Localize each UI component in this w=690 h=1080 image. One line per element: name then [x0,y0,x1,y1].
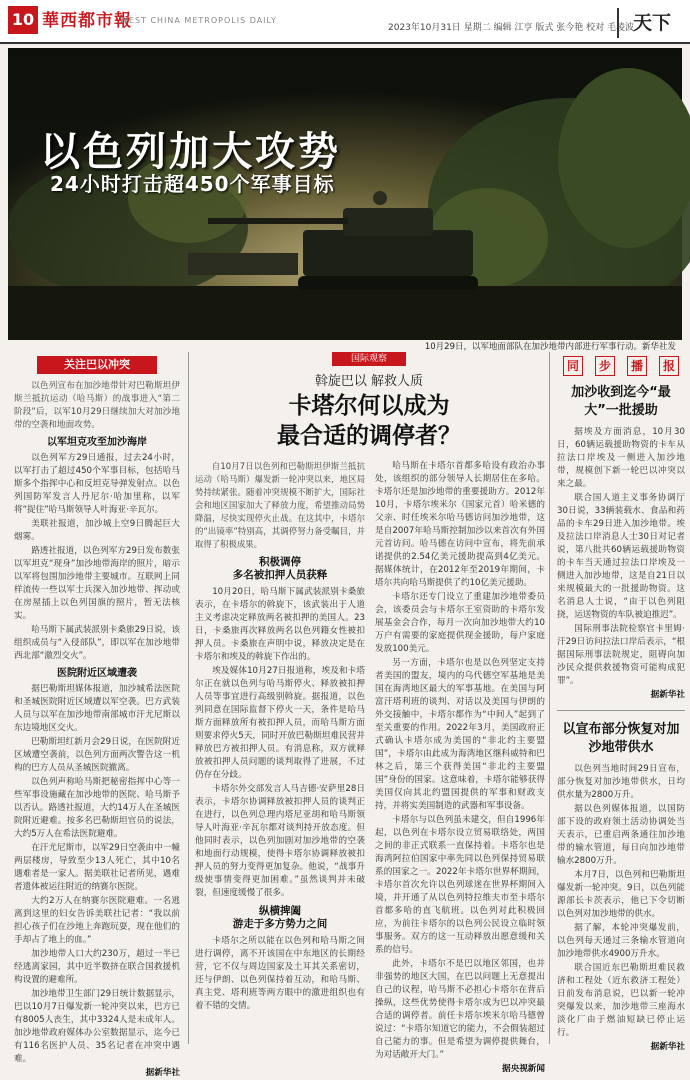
banner-char: 报 [659,356,679,376]
paragraph: 哈马斯下属武装派别卡桑旅29日说，该组织成员与“入侵部队”，即以军在加沙地带西北部“激烈交火”。 [14,625,180,661]
text-column [375,460,545,1076]
paragraph: 加沙地带人口大约230万，超过一半已经逃离家园，其中近半数挤在联合国救援机构设置的避难所。 [14,949,180,985]
paragraph: 卡塔尔还专门设立了重建加沙地带委员会，该委员会与卡塔尔王室资助的卡塔尔发展基金会合作，每月一次向加沙地带大约10万户有需要的家庭提供现金援助，每户家庭发放100美元。 [375,592,545,654]
banner-char: 播 [627,356,647,376]
paragraph: 卡塔尔之所以能在以色列和哈马斯之间进行调停，离不开该国在中东地区的长期经营，它不仅与周边国家及土耳其关系密切，还与伊朗、以色列保持着互动，和哈马斯、真主党、塔利班等两方眼中的激进组织也有着不错的交情。 [195,936,365,1011]
paragraph: 卡塔尔外交部发言人马吉德·安萨里28日表示，卡塔尔协调释放被扣押人员的谈判正在进行，以色列总理内塔尼亚胡和哈马斯领导人叶海亚·辛瓦尔都对谈判持开放态度。但他同时表示，以色列加剧对加沙地带的空袭和地面行动规模，使得卡塔尔协调释放被扣押人员的努力变得更加复杂。他说，“战事升级使事情变得更加困难。”虽然谈判并未破裂，但速度缓慢了很多。 [195,784,365,898]
paragraph: 哈马斯在卡塔尔首都多哈设有政治办事处，该组织的部分领导人长期居住在多哈。卡塔尔还是加沙地带的重要援助方。2012年10月，卡塔尔埃米尔（国家元首）哈米德的父亲、时任埃米尔哈马德访问加沙地带，这是自2007年哈马斯控制加沙以来首次有外国元首访问。哈马德在访问中宣布，将先前承诺提供的2.54亿美元援助提高到4亿美元。据媒体统计，在2012年至2019年期间，卡塔尔共向哈马斯提供了约10亿美元援助。 [375,461,545,588]
paragraph: 美联社报道，加沙城上空9日腾起巨大烟雾。 [14,519,180,542]
paragraph: 本月7日，以色列和巴勒斯坦爆发新一轮冲突。9日，以色列能源部长卡茨表示，他已下令切断以色列对加沙地带的供水。 [557,870,685,919]
newspaper-logo: 華西都市報 [42,11,132,31]
photo-headline: 以色列加大攻势 [40,129,341,175]
brief-title: 以宣布部分恢复对加沙地带供水 [562,722,680,755]
source-credit: 据央视新闻 [502,1064,545,1074]
paragraph: 以色列当地时间29日宣布，部分恢复对加沙地带供水，日均供水量为2800万升。 [557,764,685,800]
paragraph: 10月20日，哈马斯下属武装派别卡桑旅表示，在卡塔尔的斡旋下，该武装出于人道主义考虑决定释放两名被扣押的美国人。23日，卡桑旅再次释放两名以色列籍女性被扣押人员。卡桑旅在声明中说，释放决定是在卡塔尔和埃及的斡旋下作出的。 [195,587,365,662]
subheading [195,905,365,931]
photo-caption: 10月29日，以军地面部队在加沙地带内部进行军事行动。新华社发 [424,342,676,352]
paragraph: 巴勒斯坦红新月会29日说，在医院附近区域遭空袭前，以色列方面两次警告这一机构的巴方人员从圣城医院撤离。 [14,737,180,773]
subheading: 医院附近区域遭袭 [57,668,137,679]
page-number: 10 [8,6,38,34]
paragraph: 国际刑事法院检察官卡里姆·汗29日访问拉法口岸后表示，“根据国际刑事法院规定，阻碍向加沙民众提供救援物资可能构成犯罪”。 [557,624,685,686]
paragraph: 路透社报道，以色列军方29日发布数张以军坦克“现身”加沙地带海岸的照片，暗示以军将包围加沙地带主要城市。互联网上同样流传一些以军士兵深入加沙地带、挥动或在房屋插上以色列国旗的照片，暂无法核实。 [14,546,180,621]
feature-article [188,352,550,1074]
lead-photo [8,48,682,340]
paragraph: 加沙地带卫生部门29日统计数据显示，巴以10月7日爆发新一轮冲突以来，巴方已有8005人丧生，其中3324人是未成年人。加沙地带政府媒体办公室数据显示，迄今已有116名医护人员、35名记者在冲突中遇难。 [14,989,180,1064]
paragraph: 联合国人道主义事务协调厅30日说，33辆装载水、食品和药品的卡车29日进入加沙地带。埃及拉法口岸消息人士30日对记者说，第八批共60辆运载援助物资的卡车当天通过拉法口岸埃及一侧进入加沙地带，这是自21日以来规模最大的一批援助物资。这名消息人士说，“由于以色列阻挠，运送物资的车队被迫推迟”。 [557,493,685,620]
source-credit: 据新华社 [650,690,685,700]
article-kicker: 斡旋巴以 解救人质 [314,374,424,389]
paragraph: 联合国近东巴勒斯坦难民救济和工程处（近东救济工程处）日前发布消息说，巴以新一轮冲突爆发以来，加沙地带三座海水淡化厂由于燃油短缺已停止运行。 [557,963,685,1038]
article-body [195,460,545,1076]
proof-credit: 校对 毛凌波 [586,23,634,33]
brief-title: 加沙收到迄今“最大”一批援助 [571,385,671,418]
issue-date: 2023年10月31日 [388,23,461,33]
editor-credit: 编辑 江亨 [493,23,533,33]
subheading: 以军坦克攻至加沙海岸 [47,437,147,448]
article-title-line: 卡塔尔何以成为 [288,392,450,419]
left-column-article [14,356,180,1078]
banner-char: 步 [595,356,615,376]
topic-tag: 关注巴以冲突 [37,356,157,374]
source-credit: 据新华社 [145,1068,180,1078]
paragraph: 以色列声称哈马斯把秘密指挥中心等一些军事设施藏在加沙地带的医院、哈马斯予以否认。路透社报道，大约14万人在圣城医院附近避难。按多名巴勒斯坦官员的说法，大约5万人在希法医院避难。 [14,777,180,839]
paragraph: 据了解，本轮冲突爆发前，以色列每天通过三条输水管道向加沙地带供水4900万升水。 [557,923,685,959]
banner-char: 同 [563,356,583,376]
paragraph: 另一方面，卡塔尔也是以色列坚定支持者美国的盟友，境内的乌代德空军基地是美国在海湾地区最大的军事基地。在美国与阿富汗塔利班的谈判、对话以及美国与伊朗的外交接触中，卡塔尔都作为“中间人”起到了至关重要的作用。2022年3月，美国政府正式确认卡塔尔成为美国的“非北约主要盟国”，卡塔尔由此成为海湾地区继科威特和巴林之后，第三个获得美国“非北约主要盟国”身份的国家。这意味着，卡塔尔能够获得美国仅向其北约盟国提供的军事和财政支持，并将实美国制造的武器和军事设备。 [375,658,545,811]
issue-meta [388,20,634,33]
subheading-line: 多名被扣押人员获释 [232,569,328,581]
paragraph: 据巴勒斯坦媒体报道，加沙城希法医院和圣城医院附近区域遭以军空袭。巴方武装人员与以军在加沙地带南部城市汗尤尼斯以东边境地区交火。 [14,684,180,733]
layout-credit: 版式 张今艳 [535,23,584,33]
sync-report-banner [557,356,685,376]
paragraph: 以色列军方29日通报，过去24小时，以军打击了超过450个军事目标，包括哈马斯多个指挥中心和反坦克导弹发射点。以色列国防军发言人丹尼尔·哈加里称，以军将“捉住”哈马斯领导人叶海亚·辛瓦尔。 [14,453,180,515]
section-name: 天下 [617,8,685,38]
paragraph: 大约2万人在纳赛尔医院避难。一名逃离到这里的妇女告诉美联社记者：“我以前担心孩子们在沙地上奔跑玩耍，现在他们的手却占了地上的血。” [14,896,180,945]
subheading-line: 纵横捭阖 [259,905,301,917]
paragraph: 在汗尤尼斯市，以军29日空袭由中一幢两层楼房，导致至少13人死亡，其中10名遇难者是一家人。据美联社记者所见，遇难者遗体被运往附近的纳赛尔医院。 [14,843,180,892]
source-credit: 据新华社 [650,1042,685,1052]
article-lede: 以色列宣布在加沙地带针对巴勒斯坦伊斯兰抵抗运动（哈马斯）的战事进入“第二阶段”后，以军10月29日继续加大对加沙地带的空袭和地面攻势。 [14,381,180,430]
article-lede: 自10月7日以色列和巴勒斯坦伊斯兰抵抗运动（哈马斯）爆发新一轮冲突以来，地区局势持续紧张。随着冲突规模不断扩大，国际社会和地区国家加大了释放力度，希望推动局势降温，尽快实现停火止战。在这其中，卡塔尔的“出镜率”特别高，其调停努力备受瞩目，并取得了积极成果。 [195,461,365,549]
divider [557,710,685,711]
paragraph: 据埃及方面消息，10月30日，60辆运载援助物资的卡车从拉法口岸埃及一侧进入加沙地带，规模创下新一轮巴以冲突以来之最。 [557,427,685,489]
paragraph: 卡塔尔与以色列虽未建交，但自1996年起，以色列在卡塔尔设立贸易联络处，两国之间的非正式联系一直保持着。卡塔尔也是海湾阿拉伯国家中率先同以色列保持贸易联系的国家之一。2022年卡塔尔世界杯期间，卡塔尔首次允许以色列球迷在世界杯期间入境，并开通了从以色列特拉维夫市至卡塔尔首都多哈的直飞航班。以色列对此积极回应，为前往卡塔尔的以色列公民设立临时领事服务。双方的这一互动释放出愿意缓和关系的信号。 [375,815,545,955]
subheading-line: 积极调停 [259,556,301,568]
text-column [195,460,365,1076]
paragraph: 据以色列媒体报道，以国防部下设的政府领土活动协调处当天表示，已重启两条通往加沙地带的输水管道，每日向加沙地带输水2800万升。 [557,804,685,866]
paragraph: 埃及媒体10月27日报道称，埃及和卡塔尔正在就以色列与哈马斯停火、释放被扣押人员等事宜进行高级别斡旋。据报道，以色列同意在国际监督下停火一天，条件是哈马斯方面释放所有被扣押人员，而哈马斯方面则要求停火5天，同时开放巴勒斯坦难民营并释放巴方被扣押人员。有消息称，双方就释放被扣押人员问题的谈判取得了进展，不过仍存在分歧。 [195,666,365,780]
column-tag: 国际观察 [332,352,406,366]
right-column-briefs [557,356,685,1052]
article-title-line: 最合适的调停者？ [277,422,461,449]
newspaper-logo-en: WEST CHINA METROPOLIS DAILY [120,16,277,25]
paragraph: 此外，卡塔尔不是巴以地区邻国，也并非强势的地区大国，在巴以问题上无意提出自己的议程，哈马斯不必担心卡塔尔在背后操纵，这些优势使得卡塔尔成为巴以冲突最合适的调停者。前任卡塔尔埃米尔哈马德曾说过：“卡塔尔知道它的能力，不会假装超过自己能力的事。但是希望为调停提供舞台，为对话敞开大门。” [375,959,545,1060]
photo-subheadline: 24小时打击超450个军事目标 [50,172,335,196]
masthead [0,0,690,44]
issue-weekday: 星期二 [463,23,491,33]
subheading-line: 游走于多方势力之间 [232,918,328,930]
subheading [195,556,365,582]
article-title [195,391,543,451]
